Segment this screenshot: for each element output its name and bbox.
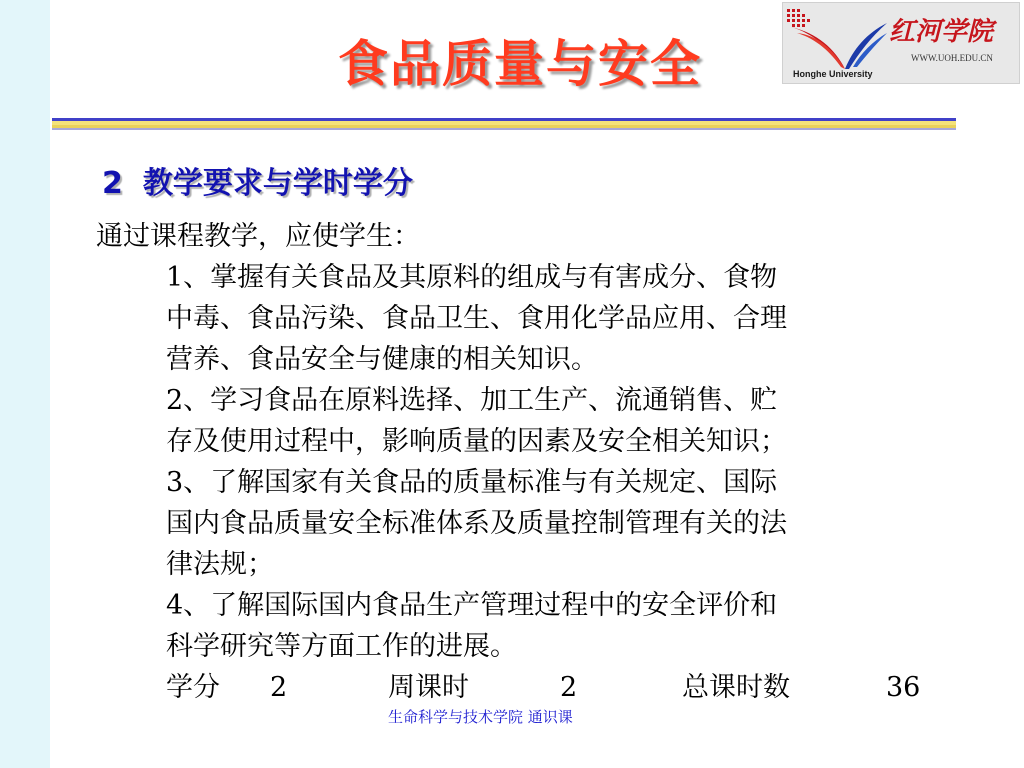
list-line: 营养、食品安全与健康的相关知识。 xyxy=(166,344,598,375)
weekly-hours-label: 周课时 xyxy=(388,672,469,703)
list-line: 4、了解国际国内食品生产管理过程中的安全评价和 xyxy=(166,590,778,621)
header-rule-lavender xyxy=(52,128,956,130)
list-line: 科学研究等方面工作的进展。 xyxy=(166,631,517,662)
left-color-band xyxy=(0,0,50,768)
section-number: 2 xyxy=(102,166,123,201)
logo-url: WWW.UOH.EDU.CN xyxy=(911,53,993,63)
intro-text: 通过课程教学，应使学生： xyxy=(96,221,420,252)
logo-english-name: Honghe University xyxy=(793,69,873,79)
list-line: 律法规； xyxy=(166,549,274,580)
total-hours-label: 总课时数 xyxy=(682,672,790,703)
list-line: 存及使用过程中，影响质量的因素及安全相关知识； xyxy=(166,426,787,457)
weekly-hours-value: 2 xyxy=(560,672,578,703)
credit-value: 2 xyxy=(270,672,288,703)
list-line: 2、学习食品在原料选择、加工生产、流通销售、贮 xyxy=(166,385,778,416)
logo-chinese-name: 红河学院 xyxy=(889,17,994,47)
list-line: 1、掌握有关食品及其原料的组成与有害成分、食物 xyxy=(166,262,778,293)
list-line: 中毒、食品污染、食品卫生、食用化学品应用、合理 xyxy=(166,303,787,334)
total-hours-value: 36 xyxy=(886,672,921,703)
slide-title: 食品质量与安全 xyxy=(338,35,702,93)
list-line: 国内食品质量安全标准体系及质量控制管理有关的法 xyxy=(166,508,787,539)
section-heading xyxy=(102,158,413,202)
footer-text: 生命科学与技术学院 通识课 xyxy=(388,708,573,726)
university-logo xyxy=(782,2,1020,84)
section-title: 教学要求与学时学分 xyxy=(142,166,413,201)
list-line: 3、了解国家有关食品的质量标准与有关规定、国际 xyxy=(166,467,778,498)
requirements-list xyxy=(166,257,956,667)
credit-label: 学分 xyxy=(166,672,220,703)
